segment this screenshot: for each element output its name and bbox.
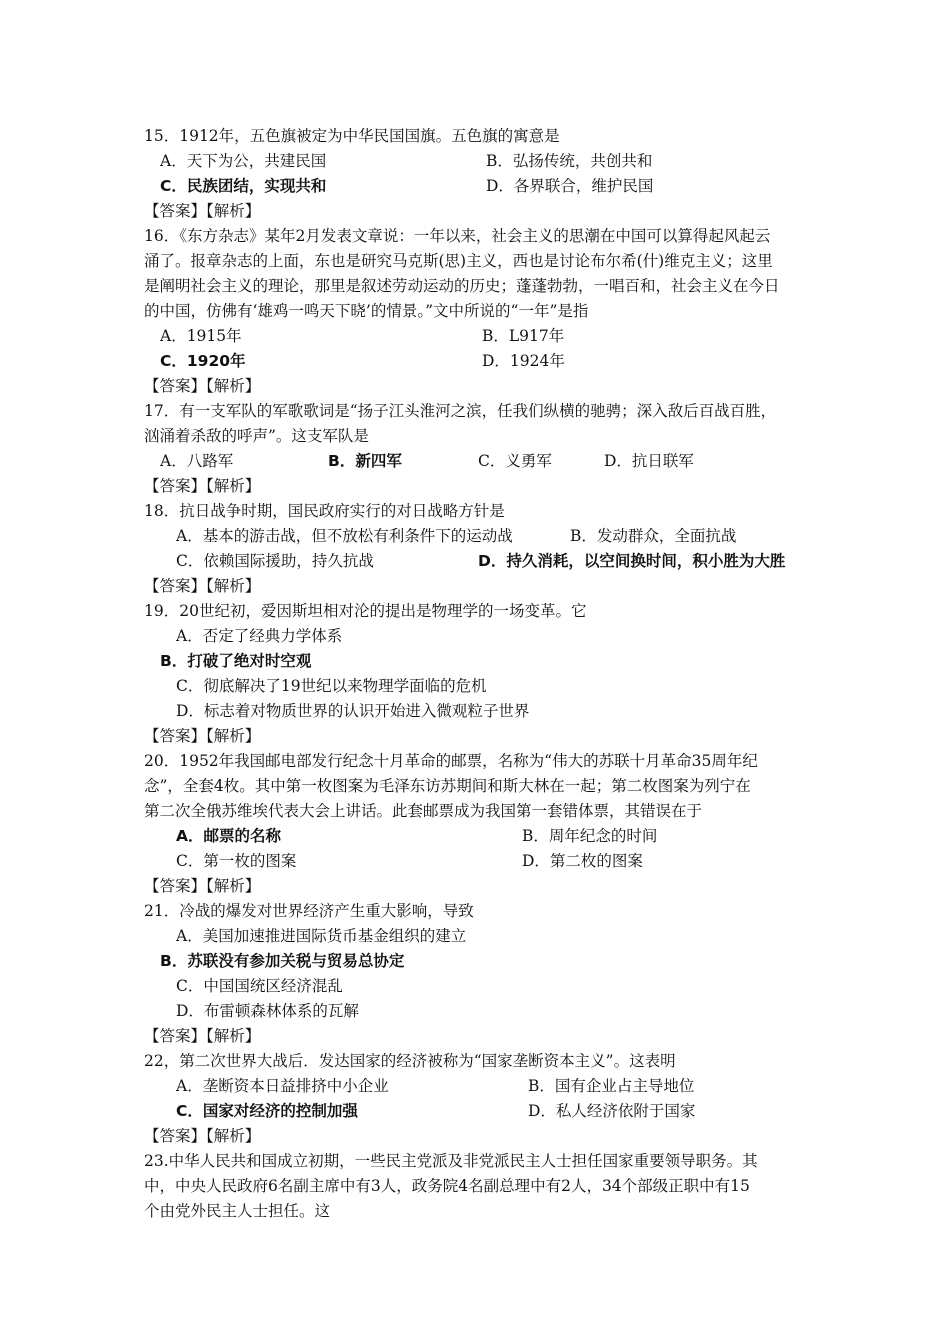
option-a: A．美国加速推进国际货币基金组织的建立	[176, 927, 467, 945]
option-d: D．第二枚的图案	[522, 852, 643, 870]
question-stem: 16．《东方杂志》某年2月发表文章说：一年以来，社会主义的思潮在中国可以算得起风起云	[144, 227, 771, 245]
option-row	[144, 824, 816, 849]
question-21	[144, 899, 816, 1049]
question-stem: 17．有一支军队的军歌歌词是“扬子江头淮河之滨，任我们纵横的驰骋；深入敌后百战百胜，	[144, 402, 777, 420]
option-a-correct: A．邮票的名称	[176, 827, 281, 845]
option-c-correct: C．民族团结，实现共和	[160, 177, 327, 195]
answer-label: 【答案】【解析】	[144, 577, 261, 595]
option-row	[144, 624, 816, 649]
question-23	[144, 1149, 816, 1224]
answer-label: 【答案】【解析】	[144, 1127, 261, 1145]
option-row	[144, 924, 816, 949]
option-b: B．国有企业占主导地位	[528, 1077, 695, 1095]
question-20	[144, 749, 816, 899]
option-a: A．基本的游击战，但不放松有利条件下的运动战	[176, 527, 513, 545]
question-stem: 18．抗日战争时期，国民政府实行的对日战略方针是	[144, 502, 505, 520]
answer-label: 【答案】【解析】	[144, 877, 261, 895]
option-a: A．天下为公，共建民国	[160, 152, 327, 170]
option-d: D．抗日联军	[604, 452, 694, 470]
option-d: D．各界联合，维护民国	[486, 177, 654, 195]
option-c-correct: C．国家对经济的控制加强	[176, 1102, 358, 1120]
question-stem: 中，中央人民政府6名副主席中有3人，政务院4名副总理中有2人，34个部级正职中有15	[144, 1177, 750, 1195]
question-stem: 汹涌着杀敌的呼声”。这支军队是	[144, 427, 369, 445]
question-stem: 念”，全套4枚。其中第一枚图案为毛泽东访苏期间和斯大林在一起；第二枚图案为列宁在	[144, 777, 751, 795]
option-d: D．私人经济依附于国家	[528, 1102, 696, 1120]
option-row	[144, 974, 816, 999]
question-stem: 19．20世纪初，爱因斯坦相对沦的提出是物理学的一场变革。它	[144, 602, 587, 620]
option-d: D．布雷顿森林体系的瓦解	[176, 1002, 359, 1020]
question-15	[144, 124, 816, 224]
option-row	[144, 1099, 816, 1124]
option-c: C．第一枚的图案	[176, 852, 297, 870]
option-row	[144, 999, 816, 1024]
option-row	[144, 324, 816, 349]
option-row	[144, 549, 816, 574]
option-a: A．1915年	[160, 327, 242, 345]
option-row	[144, 699, 816, 724]
option-row	[144, 449, 816, 474]
question-stem: 15．1912年，五色旗被定为中华民国国旗。五色旗的寓意是	[144, 127, 560, 145]
option-row	[144, 149, 816, 174]
exam-page	[144, 124, 816, 1224]
question-17	[144, 399, 816, 499]
question-19	[144, 599, 816, 749]
answer-label: 【答案】【解析】	[144, 727, 261, 745]
option-b-correct: B．新四军	[328, 452, 402, 470]
option-c: C．中国国统区经济混乱	[176, 977, 343, 995]
question-stem: 第二次全俄苏维埃代表大会上讲话。此套邮票成为我国第一套错体票，其错误在于	[144, 802, 703, 820]
question-stem: 23.中华人民共和国成立初期，一些民主党派及非党派民主人士担任国家重要领导职务。其	[144, 1152, 758, 1170]
question-stem: 是阐明社会主义的理论，那里是叙述劳动运动的历史；蓬蓬勃勃，一唱百和，社会主义在今日	[144, 277, 780, 295]
option-b: B．L917年	[482, 327, 565, 345]
option-row	[144, 674, 816, 699]
option-b: B．周年纪念的时间	[522, 827, 658, 845]
question-18	[144, 499, 816, 599]
option-c: C．依赖国际援助，持久抗战	[176, 552, 374, 570]
option-b: B．发动群众，全面抗战	[570, 527, 737, 545]
answer-label: 【答案】【解析】	[144, 377, 261, 395]
option-d: D．标志着对物质世界的认识开始进入微观粒子世界	[176, 702, 530, 720]
option-row	[144, 949, 816, 974]
option-row	[144, 849, 816, 874]
option-b-correct: B．苏联没有参加关税与贸易总协定	[160, 952, 405, 970]
option-row	[144, 649, 816, 674]
option-c-correct: C．1920年	[160, 352, 246, 370]
option-d-correct: D．持久消耗，以空间换时间，积小胜为大胜	[478, 552, 786, 570]
answer-label: 【答案】【解析】	[144, 1027, 261, 1045]
option-row	[144, 174, 816, 199]
question-stem: 的中国，仿佛有‘雄鸡一鸣天下晓’的情景。”文中所说的“一年”是指	[144, 302, 589, 320]
option-c: C．义勇军	[478, 452, 552, 470]
option-c: C．彻底解决了19世纪以来物理学面临的危机	[176, 677, 487, 695]
question-stem: 21．冷战的爆发对世界经济产生重大影响，导致	[144, 902, 474, 920]
option-b: B．弘扬传统，共创共和	[486, 152, 653, 170]
answer-label: 【答案】【解析】	[144, 477, 261, 495]
question-16	[144, 224, 816, 399]
question-stem: 涌了。报章杂志的上面，东也是研究马克斯(思)主义，西也是讨论布尔希(什)维克主义；这里	[144, 252, 773, 270]
option-row	[144, 524, 816, 549]
question-22	[144, 1049, 816, 1149]
question-stem: 22，第二次世界大战后．发达国家的经济被称为“国家垄断资本主义”。这表明	[144, 1052, 676, 1070]
option-a: A．否定了经典力学体系	[176, 627, 343, 645]
option-b-correct: B．打破了绝对时空观	[160, 652, 312, 670]
option-row	[144, 1074, 816, 1099]
option-row	[144, 349, 816, 374]
question-stem: 个由党外民主人士担任。这	[144, 1202, 331, 1220]
option-d: D．1924年	[482, 352, 565, 370]
question-stem: 20．1952年我国邮电部发行纪念十月革命的邮票，名称为“伟大的苏联十月革命35周年纪	[144, 752, 758, 770]
answer-label: 【答案】【解析】	[144, 202, 261, 220]
option-a: A．垄断资本日益排挤中小企业	[176, 1077, 389, 1095]
option-a: A．八路军	[160, 452, 234, 470]
